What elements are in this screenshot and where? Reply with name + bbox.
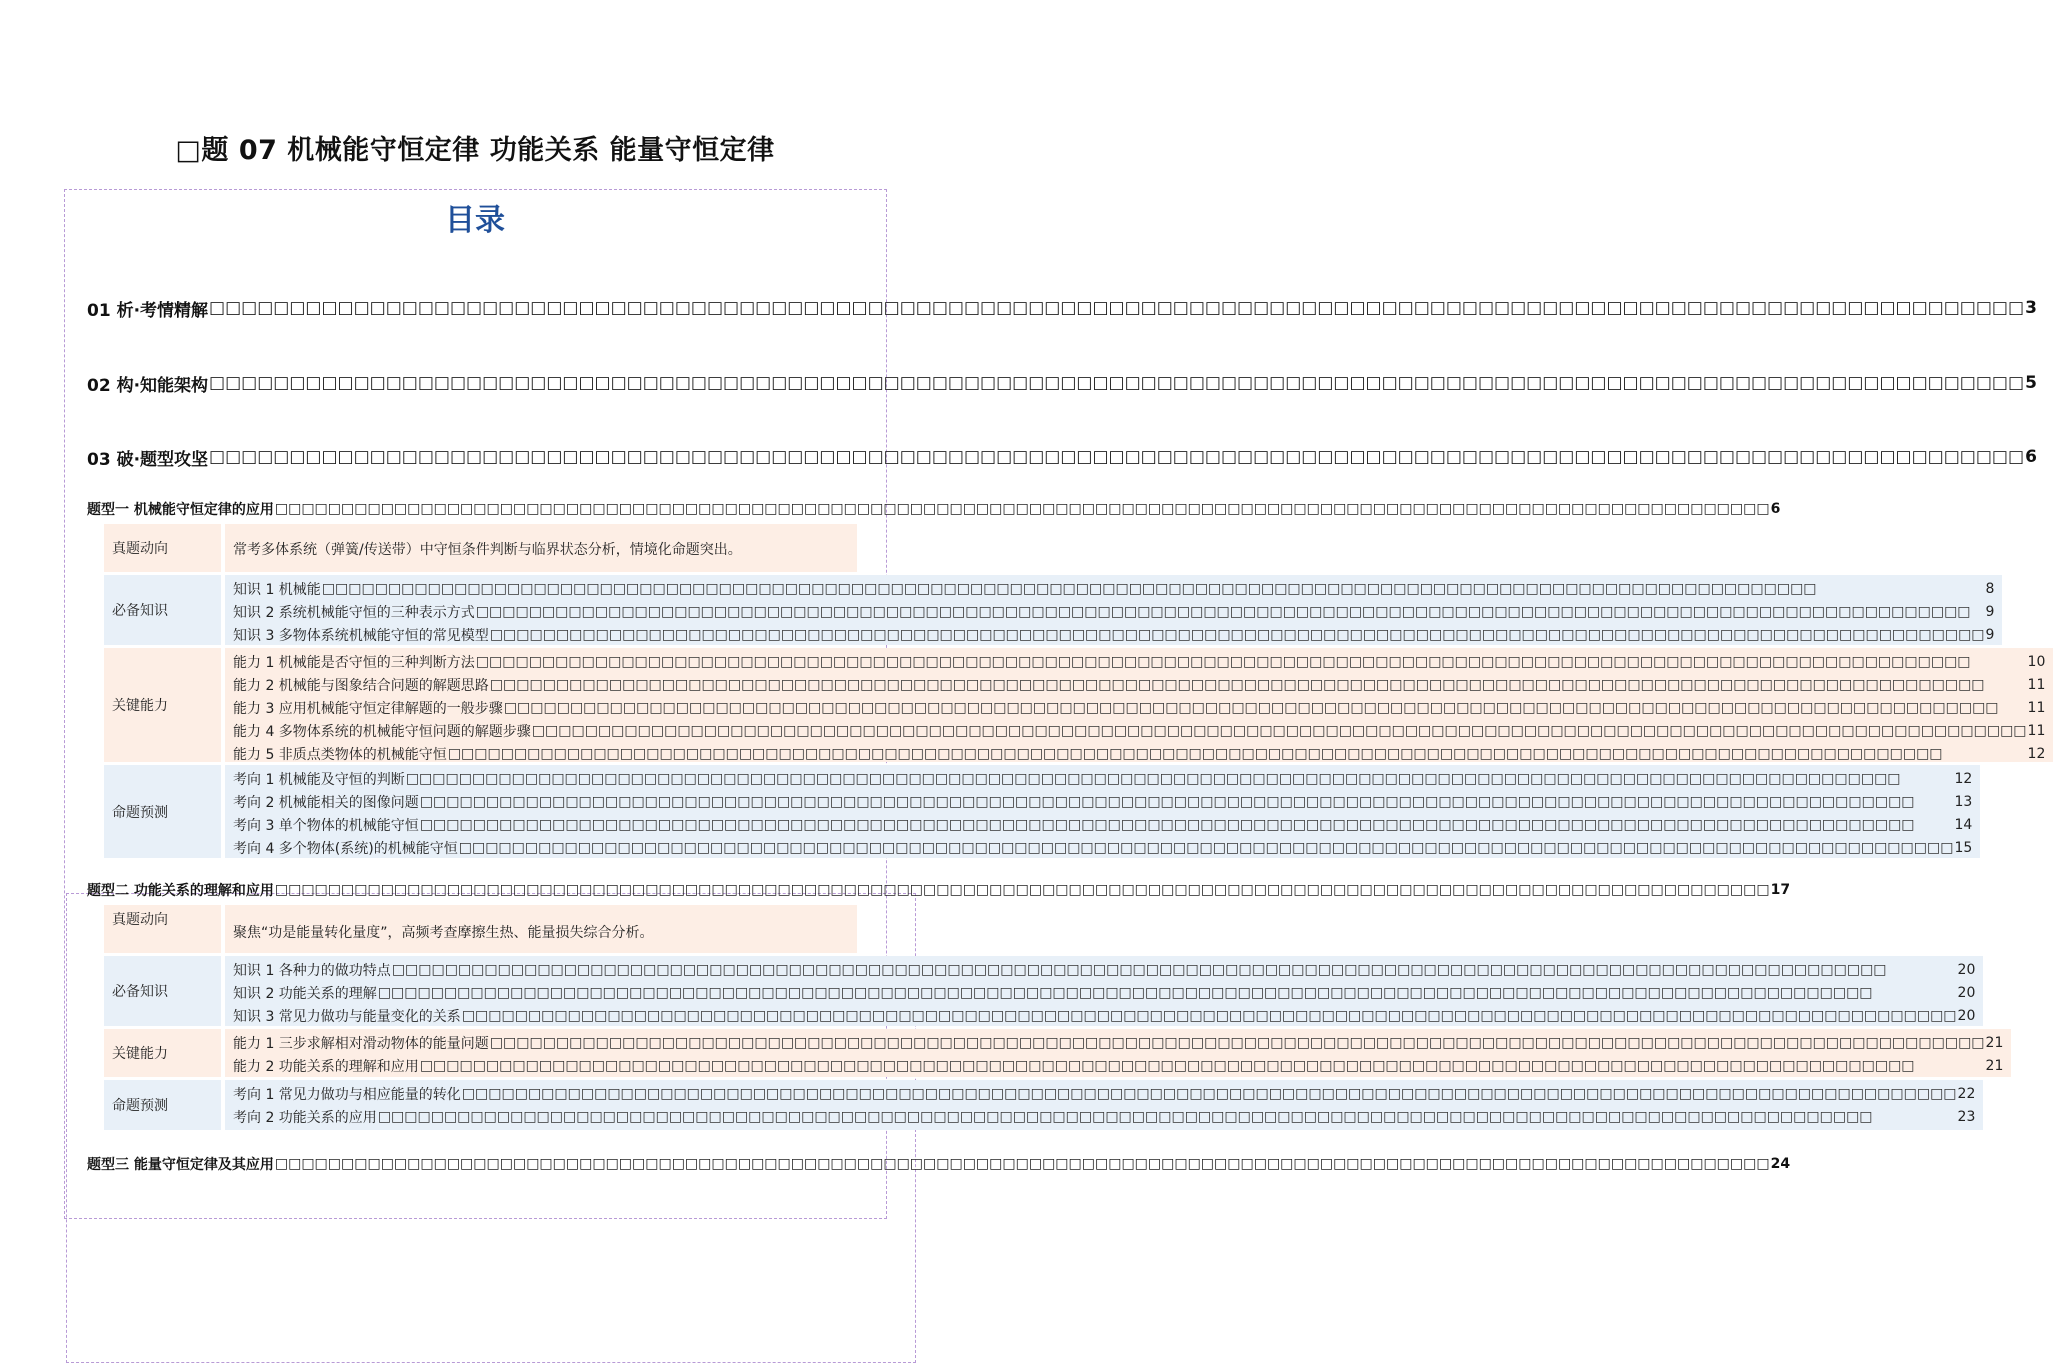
toc-entry-label: 知识 1 机械能: [233, 581, 321, 598]
toc-page-number: 9: [1985, 626, 1995, 643]
toc-entry[interactable]: [233, 1054, 2003, 1077]
toc-entry[interactable]: [233, 981, 1975, 1004]
category-label: 关键能力: [104, 1029, 221, 1077]
toc-entry-label: 考向 2 机械能相关的图像问题: [233, 794, 419, 811]
toc-leader: □□□□□□□□□□□□□□□□□□□□□□□□□□□□□□□□□□□□□□□□□□□□□□□□□□□□□□□□□□□□□□□□□□□□□□□□□□□□□□□□□□□□□□□□□□□□□□□□□□□□□□□□□□□□□□□□□: [447, 745, 1943, 762]
toc-leader: □□□□□□□□□□□□□□□□□□□□□□□□□□□□□□□□□□□□□□□□□□□□□□□□□□□□□□□□□□□□□□□□□□□□□□□□□□□□□□□□□□□□□□□□□□□□□□□□□□□□□□□□□□□□□□□□□: [274, 882, 1770, 898]
toc-section-label: 01 析·考情精解: [87, 300, 209, 321]
knowledge-list: [225, 956, 1983, 1026]
toc-type-label: 题型一 机械能守恒定律的应用: [87, 502, 274, 518]
toc-entry[interactable]: [233, 1105, 1975, 1128]
toc-page-number: 9: [1985, 603, 1995, 620]
toc-type-2[interactable]: [87, 880, 1791, 900]
toc-leader: □□□□□□□□□□□□□□□□□□□□□□□□□□□□□□□□□□□□□□□□□□□□□□□□□□□□□□□□□□□□□□□□□□□□□□□□□□□□□□□□□□□□□□□□□□□□□□□□□□□□□□□□□□□□□□□□□: [419, 816, 1915, 833]
toc-entry[interactable]: [233, 719, 2045, 742]
toc-leader: □□□□□□□□□□□□□□□□□□□□□□□□□□□□□□□□□□□□□□□□□□□□□□□□□□□□□□□□□□□□□□□□□□□□□□□□□□□□□□□□□□□□□□□□□□□□□□□□□□□□□□□□□□□□□□□□□: [489, 626, 1985, 643]
toc-leader: □□□□□□□□□□□□□□□□□□□□□□□□□□□□□□□□□□□□□□□□□□□□□□□□□□□□□□□□□□□□□□□□□□□□□□□□□□□□□□□□□□□□□□□□□□□□□□□□□□□□□□□□□□□□□□□□□: [274, 1156, 1770, 1172]
toc-leader: □□□□□□□□□□□□□□□□□□□□□□□□□□□□□□□□□□□□□□□□□□□□□□□□□□□□□□□□□□□□□□□□□□□□□□□□□□□□□□□□□□□□□□□□□□□□□□□□□□□□□□□□□□□□□□□□□: [461, 1085, 1957, 1102]
toc-type-3[interactable]: [87, 1154, 1791, 1174]
toc-entry-label: 能力 4 多物体系统的机械能守恒问题的解题步骤: [233, 723, 531, 740]
toc-leader: □□□□□□□□□□□□□□□□□□□□□□□□□□□□□□□□□□□□□□□□□□□□□□□□□□□□□□□□□□□□□□□□□□□□□□□□□□□□□□□□□□□□□□□□□□□□□□□□□□□□□□□□□□□□□□□□□: [209, 373, 2025, 393]
toc-page-number: 6: [2025, 447, 2037, 467]
category-label: 必备知识: [104, 575, 221, 645]
toc-page-number: 14: [1954, 816, 1973, 833]
toc-leader: □□□□□□□□□□□□□□□□□□□□□□□□□□□□□□□□□□□□□□□□□□□□□□□□□□□□□□□□□□□□□□□□□□□□□□□□□□□□□□□□□□□□□□□□□□□□□□□□□□□□□□□□□□□□□□□□□: [405, 770, 1901, 787]
toc-entry[interactable]: [233, 577, 1994, 600]
toc-leader: □□□□□□□□□□□□□□□□□□□□□□□□□□□□□□□□□□□□□□□□□□□□□□□□□□□□□□□□□□□□□□□□□□□□□□□□□□□□□□□□□□□□□□□□□□□□□□□□□□□□□□□□□□□□□□□□□: [458, 839, 1954, 856]
document-title: □题 07 机械能守恒定律 功能关系 能量守恒定律: [175, 135, 775, 166]
toc-entry-label: 知识 1 各种力的做功特点: [233, 962, 391, 979]
toc-entry[interactable]: [233, 742, 2045, 765]
toc-leader: □□□□□□□□□□□□□□□□□□□□□□□□□□□□□□□□□□□□□□□□□□□□□□□□□□□□□□□□□□□□□□□□□□□□□□□□□□□□□□□□□□□□□□□□□□□□□□□□□□□□□□□□□□□□□□□□□: [391, 961, 1887, 978]
toc-entry[interactable]: [233, 836, 1972, 859]
toc-page-number: 24: [1770, 1156, 1791, 1172]
toc-page-number: 8: [1985, 580, 1995, 597]
toc-leader: □□□□□□□□□□□□□□□□□□□□□□□□□□□□□□□□□□□□□□□□□□□□□□□□□□□□□□□□□□□□□□□□□□□□□□□□□□□□□□□□□□□□□□□□□□□□□□□□□□□□□□□□□□□□□□□□□: [489, 676, 1985, 693]
toc-entry-label: 知识 2 功能关系的理解: [233, 985, 377, 1002]
toc-page-number: 23: [1957, 1108, 1976, 1125]
toc-leader: □□□□□□□□□□□□□□□□□□□□□□□□□□□□□□□□□□□□□□□□□□□□□□□□□□□□□□□□□□□□□□□□□□□□□□□□□□□□□□□□□□□□□□□□□□□□□□□□□□□□□□□□□□□□□□□□□: [419, 1057, 1915, 1074]
toc-page-number: 3: [2025, 298, 2037, 318]
toc-page-number: 6: [1770, 501, 1781, 517]
toc-page-number: 22: [1957, 1085, 1976, 1102]
toc-section-02[interactable]: [87, 371, 2037, 396]
toc-leader: □□□□□□□□□□□□□□□□□□□□□□□□□□□□□□□□□□□□□□□□□□□□□□□□□□□□□□□□□□□□□□□□□□□□□□□□□□□□□□□□□□□□□□□□□□□□□□□□□□□□□□□□□□□□□□□□□: [377, 1108, 1873, 1125]
toc-entry[interactable]: [233, 650, 2045, 673]
toc-leader: □□□□□□□□□□□□□□□□□□□□□□□□□□□□□□□□□□□□□□□□□□□□□□□□□□□□□□□□□□□□□□□□□□□□□□□□□□□□□□□□□□□□□□□□□□□□□□□□□□□□□□□□□□□□□□□□□: [475, 603, 1971, 620]
toc-entry-label: 能力 3 应用机械能守恒定律解题的一般步骤: [233, 700, 503, 717]
toc-entry-label: 能力 1 三步求解相对滑动物体的能量问题: [233, 1035, 489, 1052]
toc-leader: □□□□□□□□□□□□□□□□□□□□□□□□□□□□□□□□□□□□□□□□□□□□□□□□□□□□□□□□□□□□□□□□□□□□□□□□□□□□□□□□□□□□□□□□□□□□□□□□□□□□□□□□□□□□□□□□□: [321, 580, 1817, 597]
toc-page-number: 20: [1957, 1007, 1976, 1024]
toc-type-label: 题型三 能量守恒定律及其应用: [87, 1157, 274, 1173]
toc-page-number: 21: [1985, 1034, 2004, 1051]
toc-page-number: 10: [2027, 653, 2046, 670]
trend-text: 聚焦“功是能量转化量度”，高频考查摩擦生热、能量损失综合分析。: [225, 905, 857, 953]
toc-entry-label: 能力 5 非质点类物体的机械能守恒: [233, 746, 447, 763]
toc-page-number: 12: [2027, 745, 2046, 762]
toc-leader: □□□□□□□□□□□□□□□□□□□□□□□□□□□□□□□□□□□□□□□□□□□□□□□□□□□□□□□□□□□□□□□□□□□□□□□□□□□□□□□□□□□□□□□□□□□□□□□□□□□□□□□□□□□□□□□□□: [475, 653, 1971, 670]
toc-entry[interactable]: [233, 1004, 1975, 1027]
toc-leader: □□□□□□□□□□□□□□□□□□□□□□□□□□□□□□□□□□□□□□□□□□□□□□□□□□□□□□□□□□□□□□□□□□□□□□□□□□□□□□□□□□□□□□□□□□□□□□□□□□□□□□□□□□□□□□□□□: [209, 447, 2025, 467]
type1-bibei-row: [104, 575, 1995, 645]
ability-list: [225, 1029, 2011, 1077]
toc-entry[interactable]: [233, 623, 1994, 646]
toc-section-label: 02 构·知能架构: [87, 375, 209, 396]
toc-entry-label: 考向 4 多个物体(系统)的机械能守恒: [233, 840, 458, 857]
category-label: 命题预测: [104, 765, 221, 858]
toc-entry[interactable]: [233, 1031, 2003, 1054]
toc-page-number: 20: [1957, 961, 1976, 978]
ability-list: [225, 648, 2053, 762]
prediction-list: [225, 765, 1980, 858]
toc-page-number: 15: [1954, 839, 1973, 856]
toc-page-number: 21: [1985, 1057, 2004, 1074]
toc-leader: □□□□□□□□□□□□□□□□□□□□□□□□□□□□□□□□□□□□□□□□□□□□□□□□□□□□□□□□□□□□□□□□□□□□□□□□□□□□□□□□□□□□□□□□□□□□□□□□□□□□□□□□□□□□□□□□□: [274, 501, 1770, 517]
type2-mingti-row: [104, 1080, 1976, 1130]
category-label: 命题预测: [104, 1080, 221, 1130]
toc-leader: □□□□□□□□□□□□□□□□□□□□□□□□□□□□□□□□□□□□□□□□□□□□□□□□□□□□□□□□□□□□□□□□□□□□□□□□□□□□□□□□□□□□□□□□□□□□□□□□□□□□□□□□□□□□□□□□□: [419, 793, 1915, 810]
category-label: 真题动向: [104, 905, 221, 953]
toc-entry-label: 知识 3 多物体系统机械能守恒的常见模型: [233, 627, 489, 644]
type1-zhenti-row: [104, 524, 857, 572]
toc-section-03[interactable]: [87, 445, 2037, 470]
toc-entry[interactable]: [233, 600, 1994, 623]
toc-leader: □□□□□□□□□□□□□□□□□□□□□□□□□□□□□□□□□□□□□□□□□□□□□□□□□□□□□□□□□□□□□□□□□□□□□□□□□□□□□□□□□□□□□□□□□□□□□□□□□□□□□□□□□□□□□□□□□: [209, 298, 2025, 318]
category-label: 真题动向: [104, 524, 221, 572]
toc-heading: 目录: [445, 203, 505, 238]
toc-leader: □□□□□□□□□□□□□□□□□□□□□□□□□□□□□□□□□□□□□□□□□□□□□□□□□□□□□□□□□□□□□□□□□□□□□□□□□□□□□□□□□□□□□□□□□□□□□□□□□□□□□□□□□□□□□□□□□: [531, 722, 2027, 739]
toc-type-1[interactable]: [87, 499, 1781, 519]
type2-bibei-row: [104, 956, 1976, 1026]
toc-entry[interactable]: [233, 790, 1972, 813]
toc-entry[interactable]: [233, 767, 1972, 790]
toc-entry-label: 考向 1 机械能及守恒的判断: [233, 771, 405, 788]
toc-page-number: 11: [2027, 699, 2046, 716]
toc-entry-label: 能力 2 机械能与图象结合问题的解题思路: [233, 677, 489, 694]
toc-section-label: 03 破·题型攻坚: [87, 449, 209, 470]
toc-entry-label: 知识 3 常见力做功与能量变化的关系: [233, 1008, 461, 1025]
prediction-list: [225, 1080, 1983, 1130]
category-label: 关键能力: [104, 648, 221, 762]
toc-leader: □□□□□□□□□□□□□□□□□□□□□□□□□□□□□□□□□□□□□□□□□□□□□□□□□□□□□□□□□□□□□□□□□□□□□□□□□□□□□□□□□□□□□□□□□□□□□□□□□□□□□□□□□□□□□□□□□: [461, 1007, 1957, 1024]
toc-entry-label: 能力 2 功能关系的理解和应用: [233, 1058, 419, 1075]
toc-page-number: 5: [2025, 373, 2037, 393]
toc-leader: □□□□□□□□□□□□□□□□□□□□□□□□□□□□□□□□□□□□□□□□□□□□□□□□□□□□□□□□□□□□□□□□□□□□□□□□□□□□□□□□□□□□□□□□□□□□□□□□□□□□□□□□□□□□□□□□□: [489, 1034, 1985, 1051]
toc-entry-label: 考向 1 常见力做功与相应能量的转化: [233, 1086, 461, 1103]
toc-entry-label: 考向 2 功能关系的应用: [233, 1109, 377, 1126]
toc-leader: □□□□□□□□□□□□□□□□□□□□□□□□□□□□□□□□□□□□□□□□□□□□□□□□□□□□□□□□□□□□□□□□□□□□□□□□□□□□□□□□□□□□□□□□□□□□□□□□□□□□□□□□□□□□□□□□□: [503, 699, 1999, 716]
type1-guanjian-row: [104, 648, 2046, 763]
toc-entry-label: 考向 3 单个物体的机械能守恒: [233, 817, 419, 834]
type1-mingti-row: [104, 765, 1973, 858]
toc-page-number: 20: [1957, 984, 1976, 1001]
toc-page-number: 17: [1770, 882, 1791, 898]
knowledge-list: [225, 575, 2002, 645]
toc-entry-label: 知识 2 系统机械能守恒的三种表示方式: [233, 604, 475, 621]
type2-zhenti-row: [104, 905, 857, 953]
toc-section-01[interactable]: [87, 296, 2037, 321]
toc-page-number: 11: [2027, 676, 2046, 693]
type2-guanjian-row: [104, 1029, 2004, 1077]
toc-entry[interactable]: [233, 813, 1972, 836]
toc-page-number: 12: [1954, 770, 1973, 787]
toc-entry[interactable]: [233, 958, 1975, 981]
toc-entry[interactable]: [233, 1082, 1975, 1105]
toc-type-label: 题型二 功能关系的理解和应用: [87, 883, 274, 899]
trend-text: 常考多体系统（弹簧/传送带）中守恒条件判断与临界状态分析，情境化命题突出。: [225, 524, 857, 572]
toc-entry[interactable]: [233, 696, 2045, 719]
toc-entry[interactable]: [233, 673, 2045, 696]
toc-entry-label: 能力 1 机械能是否守恒的三种判断方法: [233, 654, 475, 671]
toc-leader: □□□□□□□□□□□□□□□□□□□□□□□□□□□□□□□□□□□□□□□□□□□□□□□□□□□□□□□□□□□□□□□□□□□□□□□□□□□□□□□□□□□□□□□□□□□□□□□□□□□□□□□□□□□□□□□□□: [377, 984, 1873, 1001]
category-label: 必备知识: [104, 956, 221, 1026]
toc-page-number: 13: [1954, 793, 1973, 810]
toc-page-number: 11: [2027, 722, 2046, 739]
